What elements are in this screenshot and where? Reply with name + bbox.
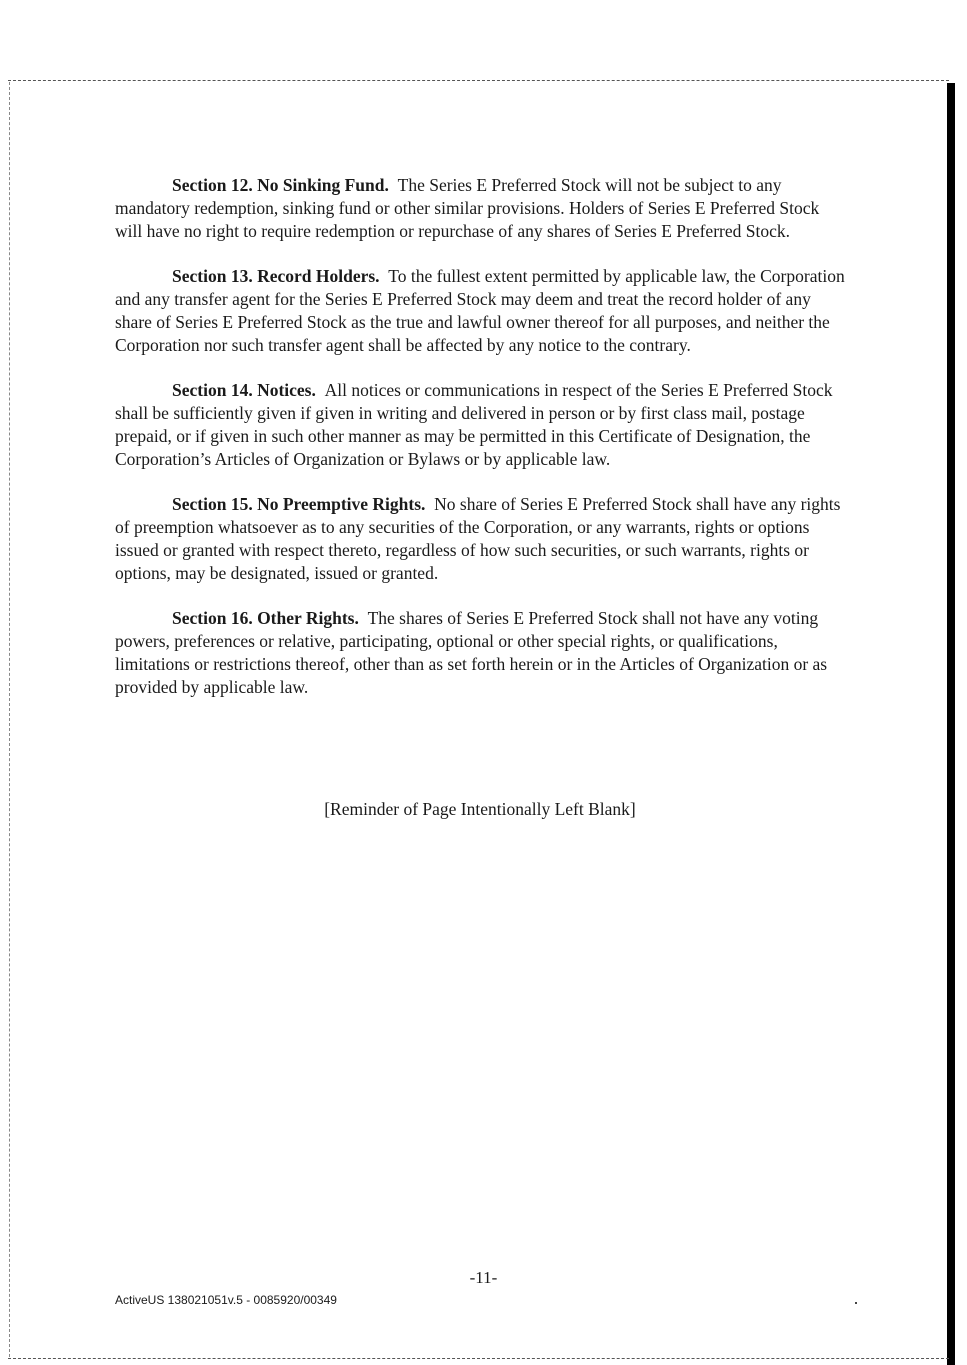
document-body [115,174,845,721]
section-13 [115,265,845,357]
section-16 [115,607,845,699]
section-heading: Section 16. Other Rights. [172,608,359,628]
section-heading: Section 13. Record Holders. [172,266,380,286]
scan-speck [855,1302,857,1304]
section-12 [115,174,845,243]
section-text: The shares of Series E Preferred Stock shall not have any voting powers, preferences or relative, participating, optional or other special rights, or qualifications, limitations or restrictions thereof, other than as set forth herein or in the Articles of Organization or as provided by applicable law. [115,608,828,697]
scan-border-top [8,80,949,81]
remainder-note: [Reminder of Page Intentionally Left Blank] [324,799,636,819]
scan-border-left [9,82,10,1357]
section-heading: Section 15. No Preemptive Rights. [172,494,426,514]
section-text: The Series E Preferred Stock will not be subject to any mandatory redemption, sinking fund or other similar provisions. Holders of Series E Preferred Stock will have no right to require redemption or repurchase of any shares of Series E Preferred Stock. [115,175,820,241]
section-text: No share of Series E Preferred Stock shall have any rights of preemption whatsoever as to any securities of the Corporation, or any warrants, rights or options issued or granted with respect thereto, regardless of how such securities, or such warrants, rights or options, may be designated, issued or granted. [115,494,841,583]
page-number: -11- [469,1268,498,1287]
section-text: All notices or communications in respect of the Series E Preferred Stock shall be sufficiently given if given in writing and delivered in person or by first class mail, postage prepaid, or if given in such other manner as may be permitted in this Certificate of Designation, the Corporation’s Articles of Organization or Bylaws or by applicable law. [115,380,833,469]
footer-document-id: ActiveUS 138021051v.5 - 0085920/00349 [115,1293,337,1307]
section-14 [115,379,845,471]
scan-border-bottom [8,1358,949,1359]
section-text: To the fullest extent permitted by applicable law, the Corporation and any transfer agent for the Series E Preferred Stock may deem and treat the record holder of any share of Series E Preferred Stock as the true and lawful owner thereof for all purposes, and neither the Corporation nor such transfer agent shall be affected by any notice to the contrary. [115,266,845,355]
section-heading: Section 12. No Sinking Fund. [172,175,389,195]
section-heading: Section 14. Notices. [172,380,316,400]
section-15 [115,493,845,585]
scan-border-right [947,83,955,1365]
